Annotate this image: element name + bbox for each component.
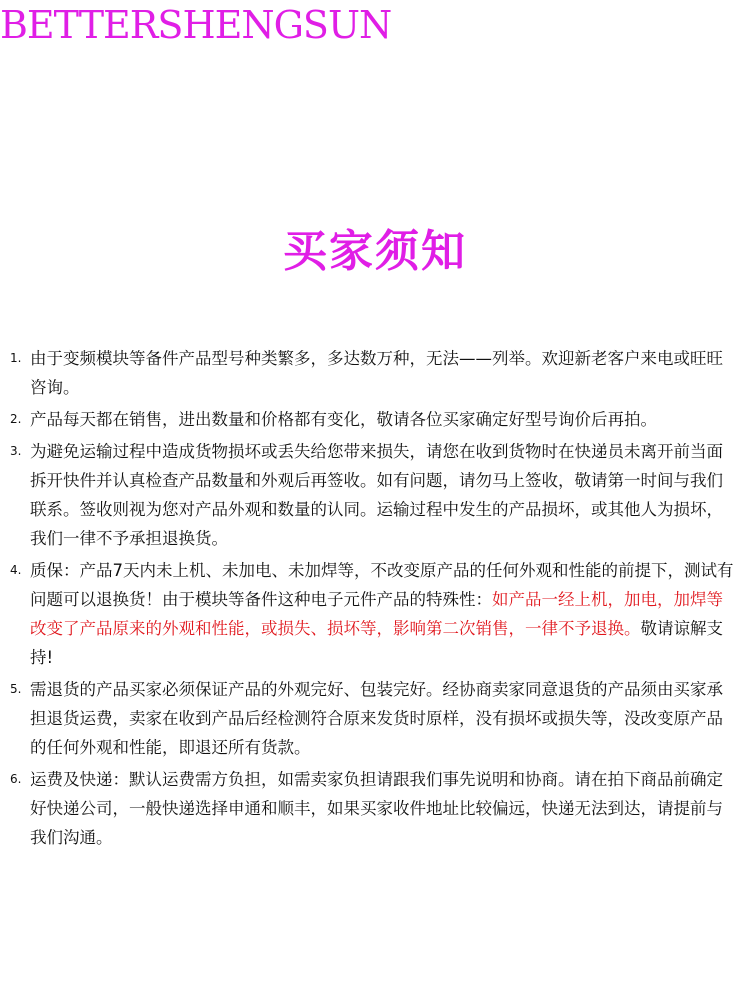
notice-item-1 [10,344,738,402]
notice-text [30,556,738,672]
notice-text: 需退货的产品买家必须保证产品的外观完好、包装完好。经协商卖家同意退货的产品须由买家承担退货运费，卖家在收到产品后经检测符合原来发货时原样，没有损坏或损失等，没改变原产品的任何外观和性能，即退还所有货款。 [30,680,723,757]
list-number: 4. [10,563,22,577]
list-number: 2. [10,412,22,426]
notice-text: 运费及快递：默认运费需方负担，如需卖家负担请跟我们事先说明和协商。请在拍下商品前确定好快递公司，一般快递选择申通和顺丰，如果买家收件地址比较偏远，快递无法到达，请提前与我们沟通。 [30,770,723,847]
notice-text: 为避免运输过程中造成货物损坏或丢失给您带来损失，请您在收到货物时在快递员未离开前当面拆开快件并认真检查产品数量和外观后再签收。如有问题，请勿马上签收，敬请第一时间与我们联系。签收则视为您对产品外观和数量的认同。运输过程中发生的产品损坏，或其他人为损坏，我们一律不予承担退换货。 [30,442,723,548]
list-number: 1. [10,351,22,365]
page-title: 买家须知 [283,226,467,277]
notice-item-5 [10,675,738,762]
notice-text: 由于变频模块等备件产品型号种类繁多，多达数万种，无法——列举。欢迎新老客户来电或旺旺咨询。 [30,349,723,397]
buyer-notice-list [10,344,738,855]
notice-item-4 [10,556,738,672]
list-number: 3. [10,444,22,458]
notice-item-2 [10,405,738,434]
apology-text: 敬请谅解支持! [30,619,723,667]
list-number: 5. [10,682,22,696]
notice-text: 产品每天都在销售，进出数量和价格都有变化，敬请各位买家确定好型号询价后再拍。 [30,410,657,429]
list-number: 6. [10,772,22,786]
brand-logo-text: BETTERSHENGSUN [0,3,392,47]
notice-item-6 [10,765,738,852]
no-return-warning: 如产品一经上机，加电，加焊等改变了产品原来的外观和性能，或损失、损坏等，影响第二次销售，一律不予退换。 [30,590,723,638]
warranty-text: 质保：产品7天内未上机、未加电、未加焊等，不改变原产品的任何外观和性能的前提下，测试有问题可以退换货！由于模块等备件这种电子元件产品的特殊性： [30,561,734,609]
notice-item-3 [10,437,738,553]
